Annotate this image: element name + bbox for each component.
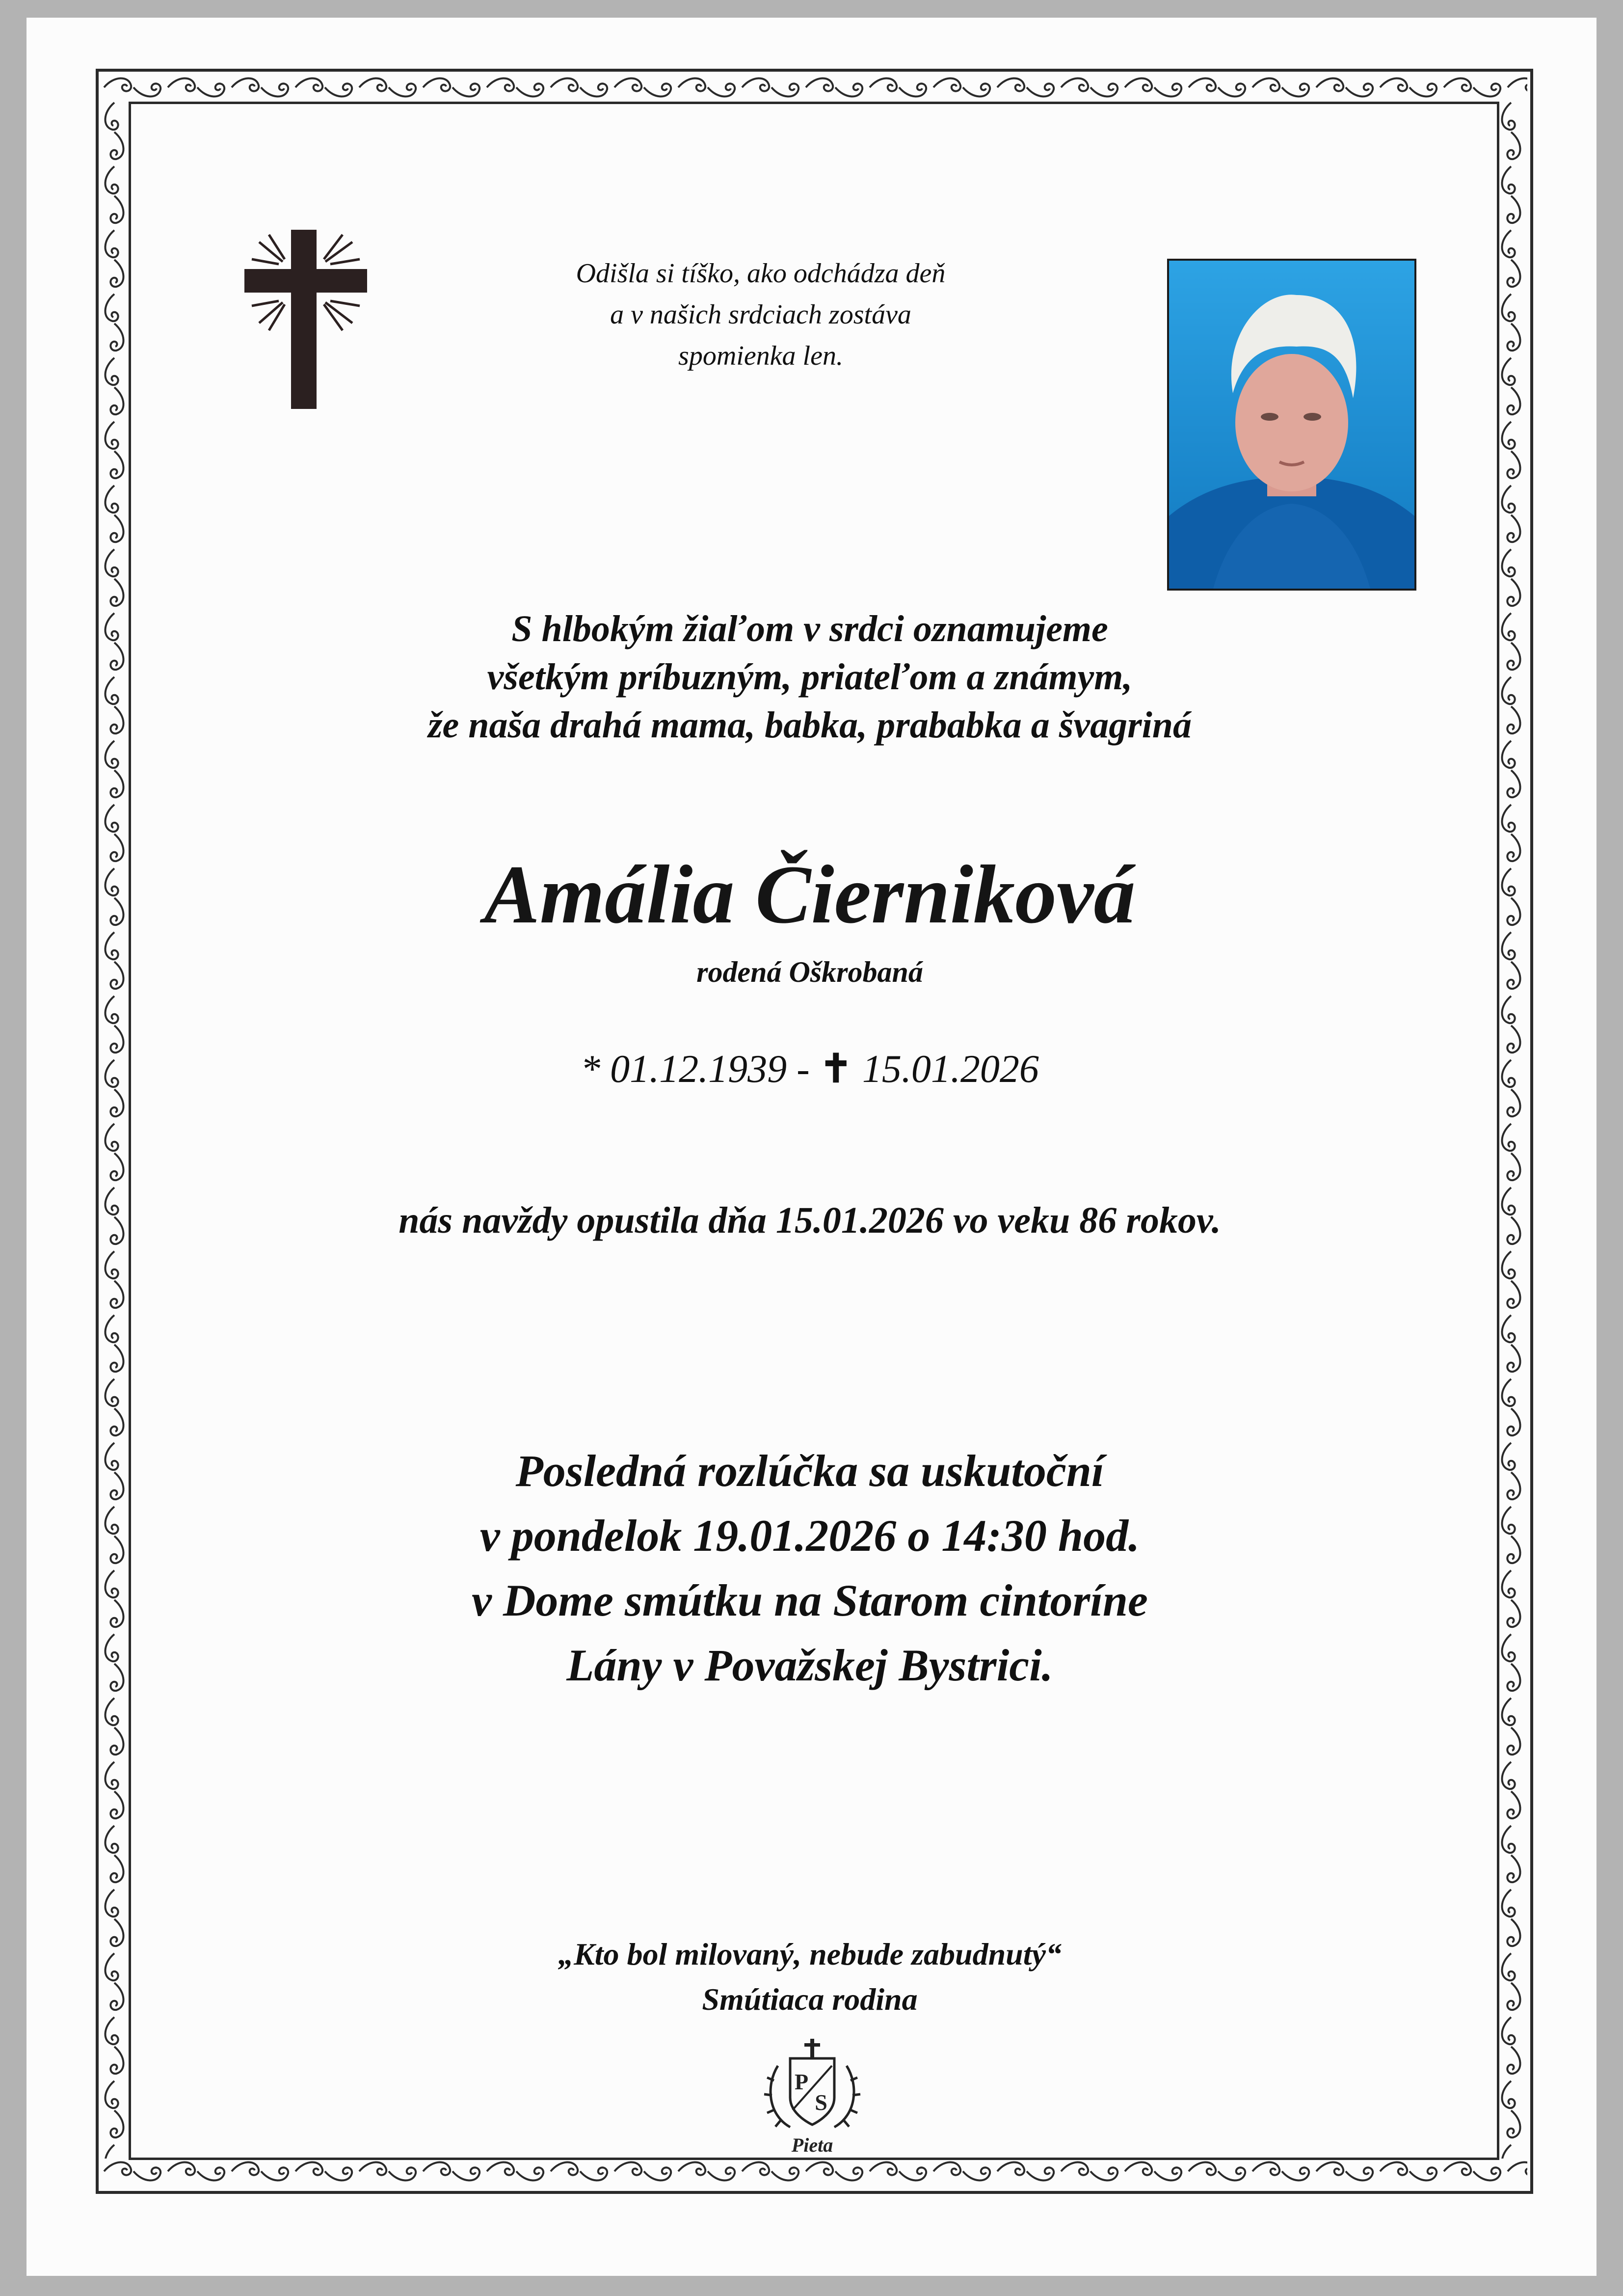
date-separator: - <box>797 1048 810 1091</box>
funeral-details <box>196 1438 1423 1698</box>
announcement-line: že naša drahá mama, babka, prababka a švagriná <box>427 704 1192 746</box>
ornamental-border-bottom <box>102 2159 1527 2184</box>
memorial-verse <box>491 253 1031 377</box>
cross-icon <box>244 230 367 409</box>
verse-line: a v našich srdciach zostáva <box>610 299 911 330</box>
funeral-line: v Dome smútku na Starom cintoríne <box>472 1575 1148 1625</box>
logo-name: Pieta <box>791 2134 833 2156</box>
life-dates <box>196 1045 1423 1094</box>
announcement-text <box>196 605 1423 749</box>
portrait-photo <box>1167 259 1416 591</box>
announcement-line: S hlbokým žiaľom v srdci oznamujeme <box>511 608 1108 649</box>
ornamental-border-top <box>102 75 1527 100</box>
birth-mark: * <box>581 1048 601 1091</box>
verse-line: spomienka len. <box>678 341 843 371</box>
funeral-line: v pondelok 19.01.2026 o 14:30 hod. <box>479 1511 1140 1561</box>
logo-letter-p: P <box>794 2069 809 2094</box>
ornamental-border-left <box>102 100 127 2159</box>
family-signature: Smútiaca rodina <box>702 1982 918 2017</box>
closing-text <box>196 1932 1423 2022</box>
funeral-line: Posledná rozlúčka sa uskutoční <box>515 1446 1104 1496</box>
death-date: 15.01.2026 <box>862 1048 1039 1091</box>
announcement-line: všetkým príbuzným, priateľom a známym, <box>487 656 1133 698</box>
birth-date: 01.12.1939 <box>610 1048 787 1091</box>
maiden-name: rodená Oškrobaná <box>696 956 923 988</box>
passed-away-line: nás navždy opustila dňa 15.01.2026 vo veku 86 rokov. <box>399 1200 1221 1241</box>
death-cross-icon: ✝ <box>819 1048 852 1091</box>
verse-line: Odišla si tíško, ako odchádza deň <box>576 258 946 289</box>
logo-letter-s: S <box>815 2090 827 2115</box>
closing-quote: „Kto bol milovaný, nebude zabudnutý“ <box>558 1937 1062 1972</box>
funeral-line: Lány v Považskej Bystrici. <box>566 1640 1053 1690</box>
ornamental-border-right <box>1498 100 1524 2159</box>
deceased-name: Amália Čierniková <box>484 848 1136 941</box>
pieta-logo <box>763 2036 861 2159</box>
